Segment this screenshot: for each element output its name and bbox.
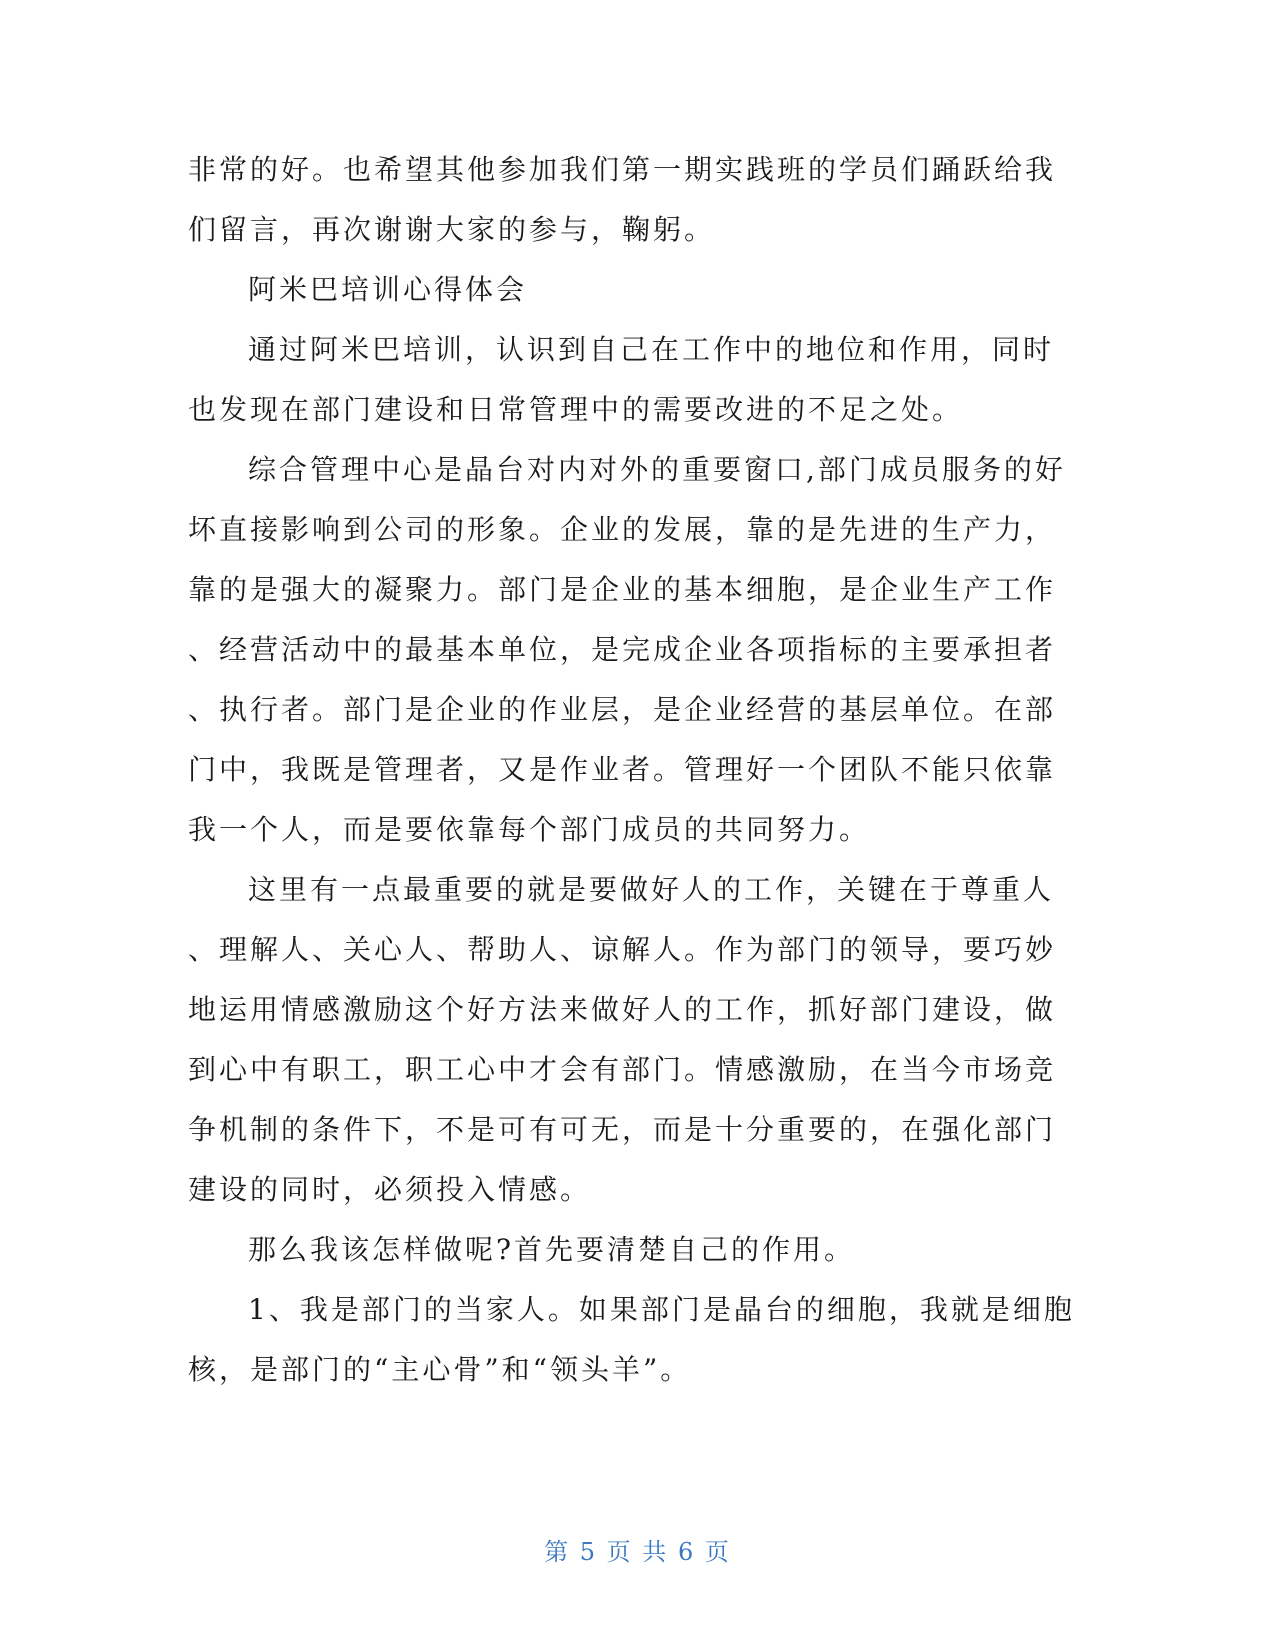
- text-line: 们留言，再次谢谢大家的参与，鞠躬。: [188, 213, 716, 246]
- paragraph: [188, 1220, 1063, 1280]
- text-line: 地运用情感激励这个好方法来做好人的工作，抓好部门建设，做: [188, 993, 1057, 1026]
- text-line: 、理解人、关心人、帮助人、谅解人。作为部门的领导，要巧妙: [188, 933, 1057, 966]
- text-line: 那么我该怎样做呢?首先要清楚自己的作用。: [248, 1233, 856, 1266]
- text-line: 核，是部门的“主心骨”和“领头羊”。: [188, 1353, 692, 1386]
- text-line: 综合管理中心是晶台对内对外的重要窗口,部门成员服务的好: [248, 453, 1066, 486]
- text-line: 坏直接影响到公司的形象。企业的发展，靠的是先进的生产力，: [188, 513, 1057, 546]
- text-line: 非常的好。也希望其他参加我们第一期实践班的学员们踊跃给我: [188, 153, 1057, 186]
- text-line: 我一个人，而是要依靠每个部门成员的共同努力。: [188, 813, 871, 846]
- text-line: 通过阿米巴培训，认识到自己在工作中的地位和作用，同时: [248, 333, 1055, 366]
- paragraph: [188, 140, 1063, 260]
- page-number-footer: 第 5 页 共 6 页: [544, 1538, 731, 1566]
- text-line: 建设的同时，必须投入情感。: [188, 1173, 592, 1206]
- paragraph: [188, 320, 1063, 440]
- paragraph: [188, 1280, 1075, 1400]
- document-body: [188, 140, 1075, 1400]
- text-line: 、经营活动中的最基本单位，是完成企业各项指标的主要承担者: [188, 633, 1057, 666]
- text-line: 1、我是部门的当家人。如果部门是晶台的细胞，我就是细胞: [248, 1293, 1075, 1326]
- paragraph: [188, 440, 1066, 860]
- section-heading: [188, 260, 1063, 320]
- text-line: 靠的是强大的凝聚力。部门是企业的基本细胞，是企业生产工作: [188, 573, 1057, 606]
- text-line: 、执行者。部门是企业的作业层，是企业经营的基层单位。在部: [188, 693, 1057, 726]
- text-line: 门中，我既是管理者，又是作业者。管理好一个团队不能只依靠: [188, 753, 1057, 786]
- paragraph: [188, 860, 1063, 1220]
- text-line: 争机制的条件下，不是可有可无，而是十分重要的，在强化部门: [188, 1113, 1057, 1146]
- text-line: 到心中有职工，职工心中才会有部门。情感激励，在当今市场竞: [188, 1053, 1057, 1086]
- heading-line: 阿米巴培训心得体会: [248, 273, 528, 306]
- text-line: 也发现在部门建设和日常管理中的需要改进的不足之处。: [188, 393, 964, 426]
- text-line: 这里有一点最重要的就是要做好人的工作，关键在于尊重人: [248, 873, 1055, 906]
